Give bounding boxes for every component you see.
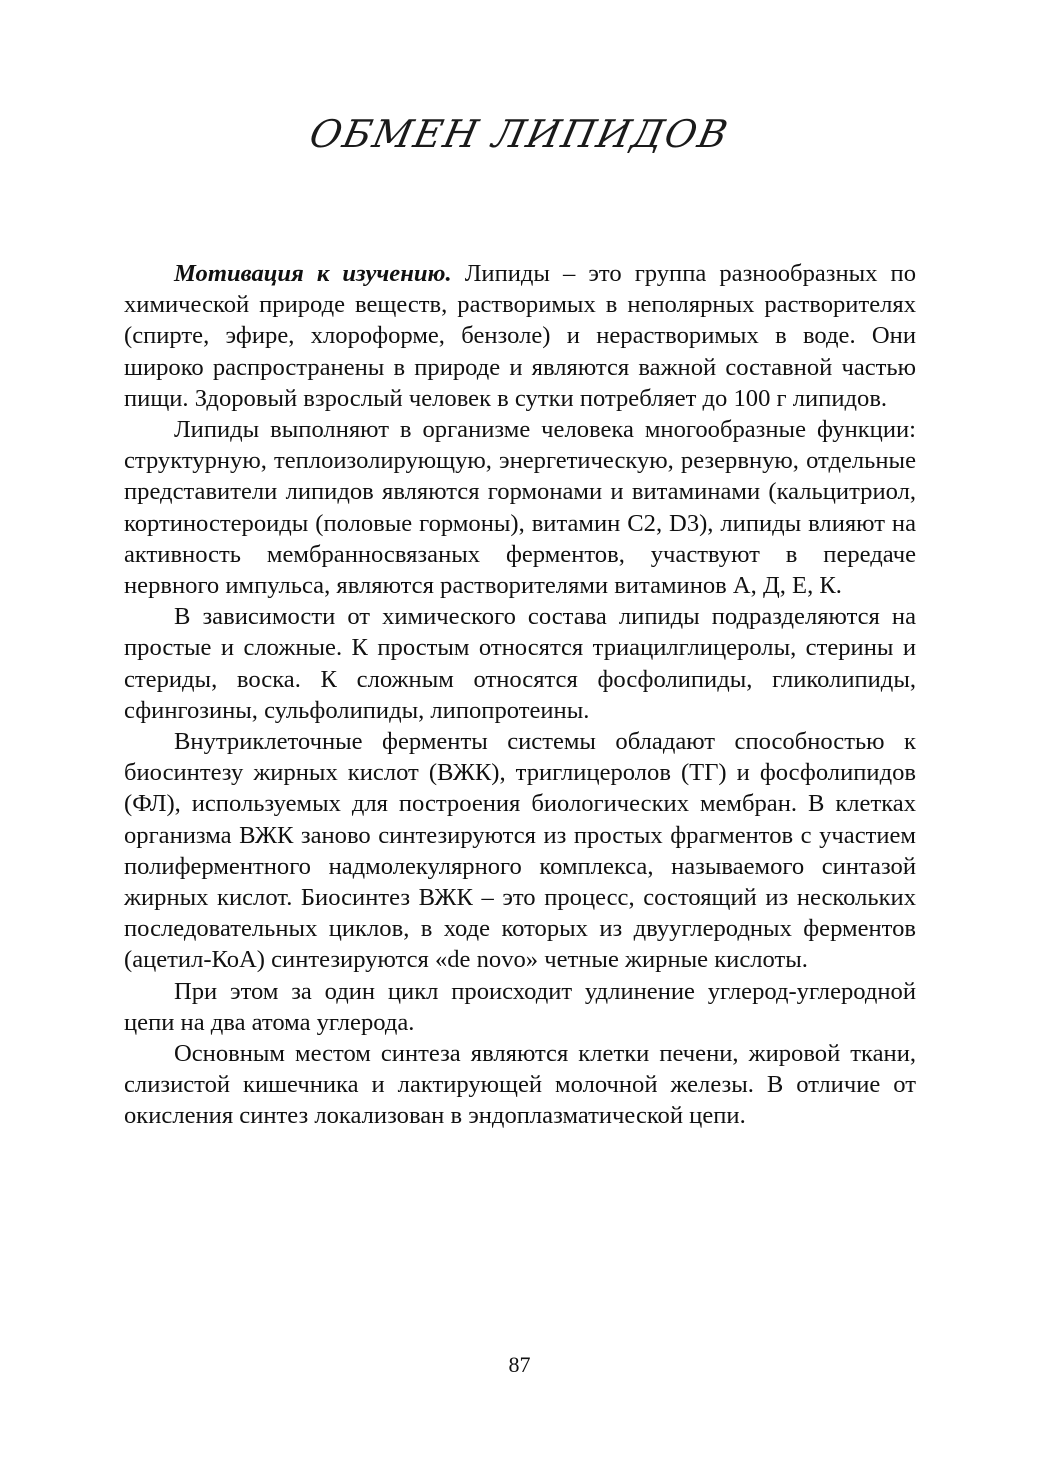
paragraph-text: Липиды – это группа разнообразных по химической природе веществ, растворимых в неполярных растворителях (спирте, эфире, хлороформе, бензоле) и нерастворимых в воде. Они широко распространены в природе и являются важной составной частью пищи. Здоровый взрослый человек в сутки потребляет до 100 г липидов. [124,260,917,412]
paragraph-functions: Липиды выполняют в организме человека многообразные функции: структурную, теплоизолирующую, энергетическую, резервную, отдельные представители липидов являются гормонами и витаминами (кальцитриол, кортиностероиды (половые гормоны), витамин С2, D3), липиды влияют на активность мембранносвязаных ферментов, участвуют в передаче нервного импульса, являются растворителями витаминов А, Д, Е, К. [124,416,916,600]
paragraph-motivation [124,258,916,414]
paragraph-biosynthesis: Внутриклеточные ферменты системы обладают способностью к биосинтезу жирных кислот (ВЖК), триглицеролов (ТГ) и фосфолипидов (ФЛ), используемых для построения биологических мембран. В клетках организма ВЖК заново синтезируются из простых фрагментов с участием полиферментного надмолекулярного комплекса, называемого синтазой жирных кислот. Биосинтез ВЖК – это процесс, состоящий из нескольких последовательных циклов, в ходе которых из двууглеродных ферментов (ацетил-КоА) синтезируются «de novo» четные жирные кислоты. [124,728,916,974]
paragraph-location: Основным местом синтеза являются клетки печени, жировой ткани, слизистой кишечника и лактирующей молочной железы. В отличие от окисления синтез локализован в эндоплазматической цепи. [124,1040,916,1130]
paragraph-classification: В зависимости от химического состава липиды подразделяются на простые и сложные. К простым относятся триацилглицеролы, стерины и стериды, воска. К сложным относятся фосфолипиды, гликолипиды, сфингозины, сульфолипиды, липопротеины. [124,603,916,724]
paragraph-lead: Мотивация к изучению. [174,260,452,287]
paragraph-cycle: При этом за один цикл происходит удлинение углерод-углеродной цепи на два атома углерода. [124,977,916,1036]
page-number: 87 [508,1352,531,1377]
chapter-title: ОБМЕН ЛИПИДОВ [305,112,734,156]
body-text [124,258,916,1132]
